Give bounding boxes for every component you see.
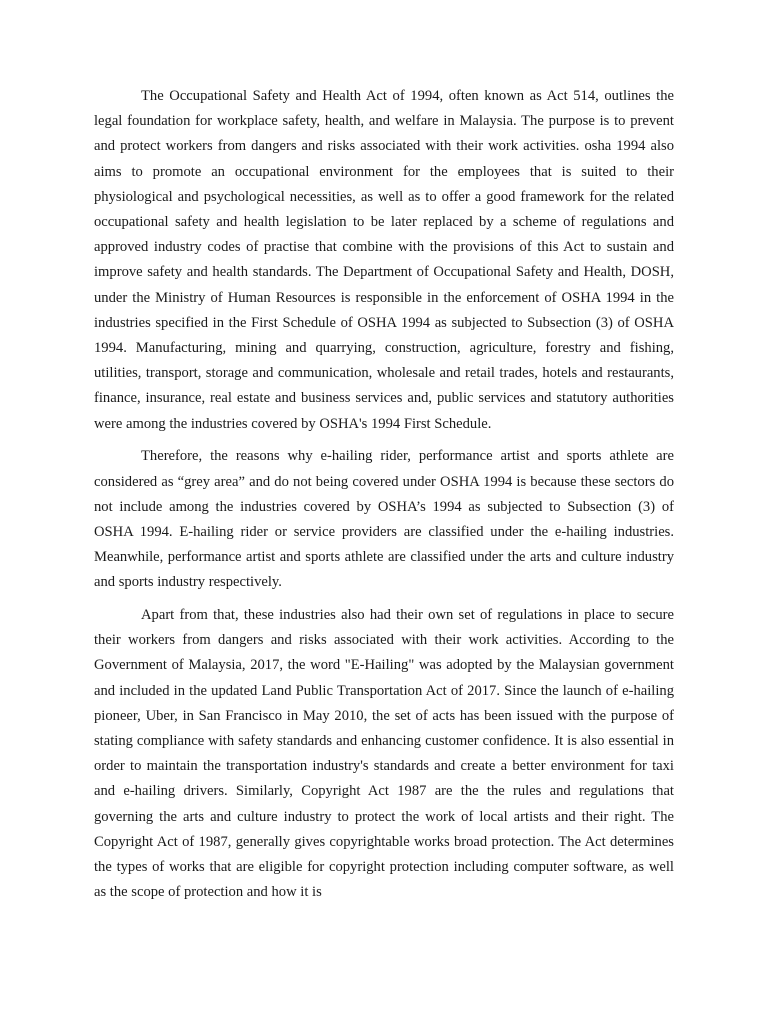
paragraph-industry-regulations: Apart from that, these industries also had their own set of regulations in place to secure their workers from dangers and risks associated with their work activities. According to the Government of Malaysia, 2017, the word "E-Hailing" was adopted by the Malaysian government and included in the updated Land Public Transportation Act of 2017. Since the launch of e-hailing pioneer, Uber, in San Francisco in May 2010, the set of acts has been issued with the purpose of stating compliance with safety standards and enhancing customer confidence. It is also essential in order to maintain the transportation industry's standards and create a better environment for taxi and e-hailing drivers. Similarly, Copyright Act 1987 are the the rules and regulations that governing the arts and culture industry to protect the work of local artists and their right. The Copyright Act of 1987, generally gives copyrightable works broad protection. The Act determines the types of works that are eligible for copyright protection including computer software, as well as the scope of protection and how it is	[94, 607, 674, 901]
paragraph-osha-overview: The Occupational Safety and Health Act of 1994, often known as Act 514, outlines the legal foundation for workplace safety, health, and welfare in Malaysia. The purpose is to prevent and protect workers from dangers and risks associated with their work activities. osha 1994 also aims to promote an occupational environment for the employees that is suited to their physiological and psychological necessities, as well as to offer a good framework for the related occupational safety and health legislation to be later replaced by a scheme of regulations and approved industry codes of practise that combine with the provisions of this Act to sustain and improve safety and health standards. The Department of Occupational Safety and Health, DOSH, under the Ministry of Human Resources is responsible in the enforcement of OSHA 1994 in the industries specified in the First Schedule of OSHA 1994 as subjected to Subsection (3) of OSHA 1994. Manufacturing, mining and quarrying, construction, agriculture, forestry and fishing, utilities, transport, storage and communication, wholesale and retail trades, hotels and restaurants, finance, insurance, real estate and business services and, public services and statutory authorities were among the industries covered by OSHA's 1994 First Schedule.	[94, 88, 674, 432]
document-page	[94, 84, 674, 913]
paragraph-grey-area: Therefore, the reasons why e-hailing rider, performance artist and sports athlete are considered as “grey area” and do not being covered under OSHA 1994 is because these sectors do not include among the industries covered by OSHA’s 1994 as subjected to Subsection (3) of OSHA 1994. E-hailing rider or service providers are classified under the e-hailing industries. Meanwhile, performance artist and sports athlete are classified under the arts and culture industry and sports industry respectively.	[94, 448, 674, 591]
